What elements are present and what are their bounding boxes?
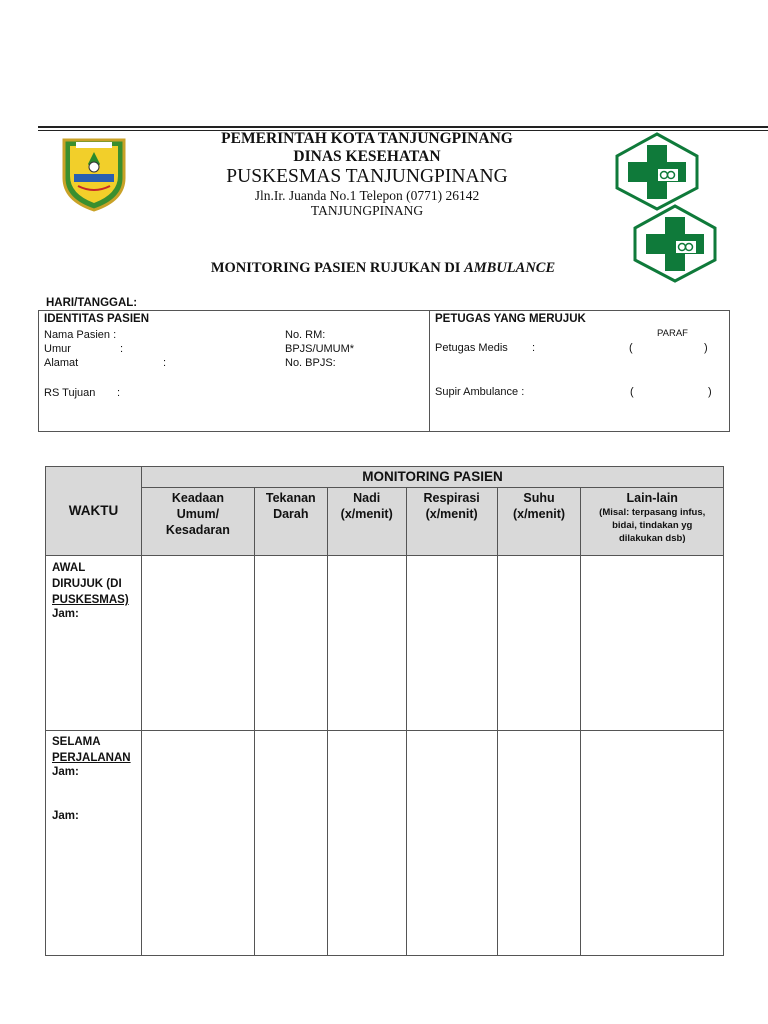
header-address: Jln.Ir. Juanda No.1 Telepon (0771) 26142 <box>254 188 480 203</box>
petugas-medis-colon: : <box>532 342 536 354</box>
header-line-dinas: DINAS KESEHATAN <box>293 148 441 165</box>
alamat-label: Alamat <box>44 357 79 369</box>
col-tekanan-text: Tekanan Darah <box>265 491 316 521</box>
no-bpjs-label: No. BPJS: <box>285 357 336 369</box>
col-lain-note: (Misal: terpasang infus, bidai, tindakan yg dilakukan dsb) <box>599 507 706 544</box>
row-selama-tekanan-cell[interactable] <box>254 731 327 956</box>
row-selama-line2: PERJALANAN <box>52 752 131 764</box>
col-keadaan-text: Keadaan Umum/ Kesadaran <box>165 491 230 537</box>
col-nadi-header <box>327 488 406 556</box>
col-tekanan-header <box>254 488 327 556</box>
rs-tujuan-colon: : <box>117 387 121 399</box>
monitoring-table <box>45 466 724 956</box>
supir-paren-open: ( <box>630 386 634 398</box>
row-selama-lain-cell[interactable] <box>581 731 724 956</box>
supir-ambulance-label: Supir Ambulance : <box>435 386 525 398</box>
col-lain-header <box>581 488 724 556</box>
waktu-header <box>46 467 142 556</box>
row-awal-tekanan-cell[interactable] <box>254 556 327 731</box>
puskesmas-logo <box>614 131 700 211</box>
col-suhu-header <box>497 488 581 556</box>
petugas-medis-label: Petugas Medis <box>435 342 508 354</box>
identitas-heading: IDENTITAS PASIEN <box>44 313 149 325</box>
header-top-rule <box>38 126 768 128</box>
row-awal-keadaan-cell[interactable] <box>141 556 254 731</box>
col-respirasi-header <box>406 488 497 556</box>
monitoring-title-header <box>141 467 723 488</box>
alamat-colon: : <box>163 357 167 369</box>
row-awal-waktu <box>46 556 142 731</box>
row-selama-waktu <box>46 731 142 956</box>
col-respirasi-text: Respirasi (x/menit) <box>423 491 480 521</box>
header-line-government: PEMERINTAH KOTA TANJUNGPINANG <box>221 130 513 147</box>
no-rm-label: No. RM: <box>285 329 326 341</box>
hari-tanggal-label: HARI/TANGGAL: <box>46 297 138 309</box>
row-awal-line1: AWAL <box>52 562 86 574</box>
rs-tujuan-label: RS Tujuan <box>44 387 96 399</box>
petugas-heading: PETUGAS YANG MERUJUK <box>435 313 586 325</box>
umur-label: Umur <box>44 343 71 355</box>
document-title-text: MONITORING PASIEN RUJUKAN DI <box>210 260 465 276</box>
supir-paren-close: ) <box>708 386 712 398</box>
row-selama-jam1: Jam: <box>52 766 79 778</box>
row-selama-suhu-cell[interactable] <box>497 731 581 956</box>
nama-pasien-label: Nama Pasien : <box>44 329 117 341</box>
col-lain-text: Lain-lain <box>626 491 678 505</box>
header-city: TANJUNGPINANG <box>310 203 424 218</box>
row-selama-keadaan-cell[interactable] <box>141 731 254 956</box>
row-awal-lain-cell[interactable] <box>581 556 724 731</box>
row-awal-line2: DIRUJUK (DI <box>52 578 122 590</box>
waktu-header-text: WAKTU <box>68 503 119 518</box>
bpjs-umum-label: BPJS/UMUM* <box>285 343 355 355</box>
row-awal-nadi-cell[interactable] <box>327 556 406 731</box>
col-keadaan-header <box>141 488 254 556</box>
row-selama-nadi-cell[interactable] <box>327 731 406 956</box>
paraf-label: PARAF <box>657 328 688 339</box>
row-selama-line1: SELAMA <box>52 736 101 748</box>
col-nadi-text: Nadi (x/menit) <box>340 491 393 521</box>
document-title <box>0 260 766 277</box>
header-line-puskesmas: PUSKESMAS TANJUNGPINANG <box>226 166 508 187</box>
monitoring-title-text: MONITORING PASIEN <box>362 469 503 484</box>
umur-colon: : <box>120 343 124 355</box>
row-awal-suhu-cell[interactable] <box>497 556 581 731</box>
col-suhu-text: Suhu (x/menit) <box>512 491 566 521</box>
identity-box <box>38 310 730 432</box>
row-selama-respirasi-cell[interactable] <box>406 731 497 956</box>
petugas-medis-paren-open: ( <box>629 342 633 354</box>
row-awal-respirasi-cell[interactable] <box>406 556 497 731</box>
row-awal-jam: Jam: <box>52 608 79 620</box>
petugas-medis-paren-close: ) <box>704 342 708 354</box>
row-awal-line3: PUSKESMAS) <box>52 594 129 606</box>
row-selama-jam2: Jam: <box>52 810 79 822</box>
identity-divider <box>429 310 430 432</box>
document-title-italic: AMBULANCE <box>464 260 556 276</box>
